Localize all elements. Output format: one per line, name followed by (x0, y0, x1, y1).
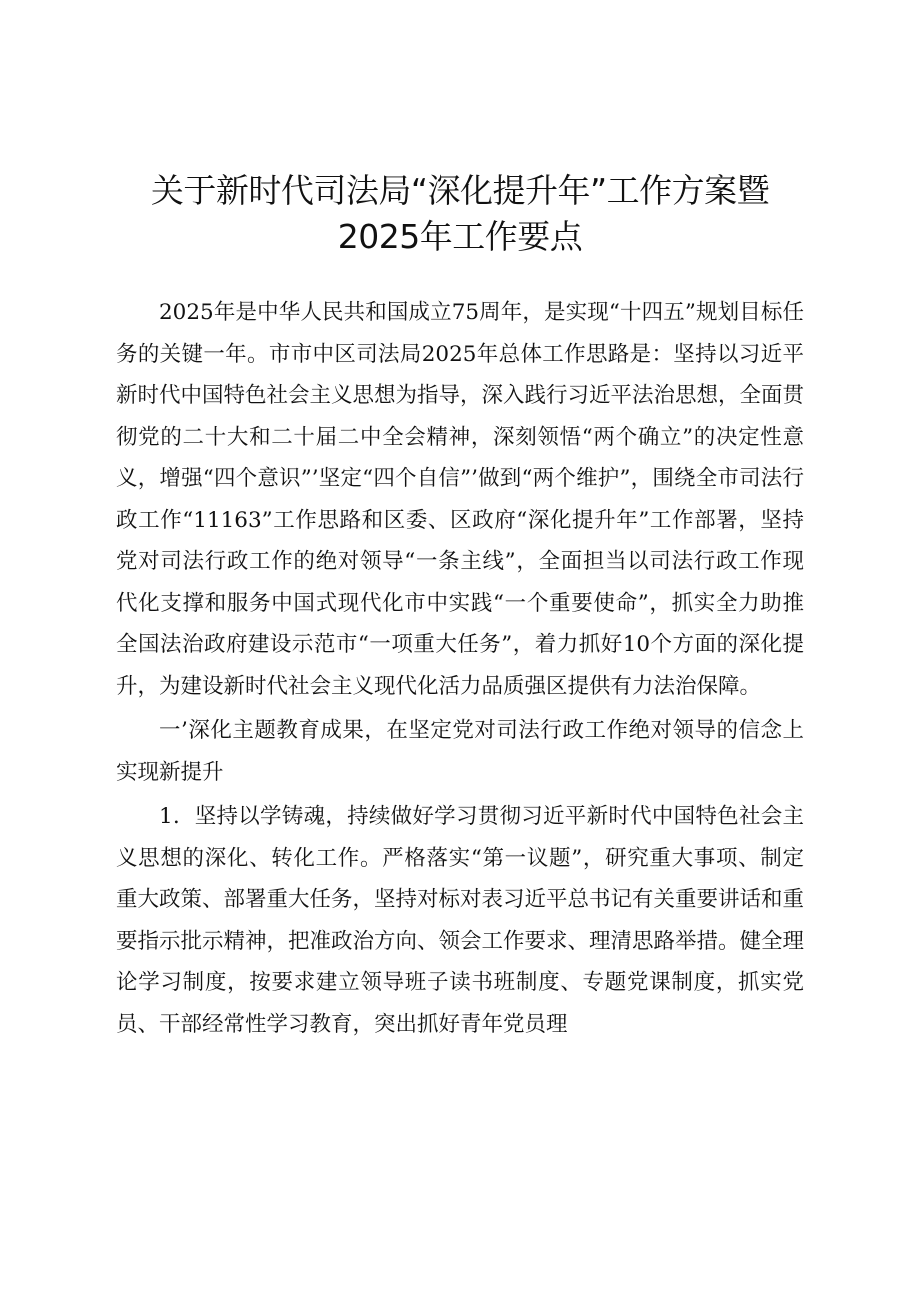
document-body (116, 292, 804, 1048)
document-title (120, 168, 800, 260)
title-line-2: 2025年工作要点 (337, 217, 583, 256)
body-paragraph-item-1: 1．坚持以学铸魂，持续做好学习贯彻习近平新时代中国特色社会主义思想的深化、转化工作。严格落实“第一议题”，研究重大事项、制定重大政策、部署重大任务，坚持对标对表习近平总书记有关重要讲话和重要指示批示精神，把准政治方向、领会工作要求、理清思路举措。健全理论学习制度，按要求建立领导班子读书班制度、专题党课制度，抓实党员、干部经常性学习教育，突出抓好青年党员理 (116, 804, 805, 1037)
title-line-1: 关于新时代司法局“深化提升年”工作方案暨 (150, 171, 770, 210)
section-heading-1: 一’深化主题教育成果，在坚定党对司法行政工作绝对领导的信念上实现新提升 (116, 718, 804, 785)
body-paragraph-intro: 2025年是中华人民共和国成立75周年，是实现“十四五”规划目标任务的关键一年。市市中区司法局2025年总体工作思路是：坚持以习近平新时代中国特色社会主义思想为指导，深入践行习近平法治思想，全面贯彻党的二十大和二十届二中全会精神，深刻领悟“两个确立”的决定性意义，增强“四个意识”’坚定“四个自信”’做到“两个维护”，围绕全市司法行政工作“11163”工作思路和区委、区政府“深化提升年”工作部署，坚持党对司法行政工作的绝对领导“一条主线”，全面担当以司法行政工作现代化支撑和服务中国式现代化市中实践“一个重要使命”，抓实全力助推全国法治政府建设示范市“一项重大任务”，着力抓好10个方面的深化提升，为建设新时代社会主义现代化活力品质强区提供有力法治保障。 (116, 300, 805, 699)
